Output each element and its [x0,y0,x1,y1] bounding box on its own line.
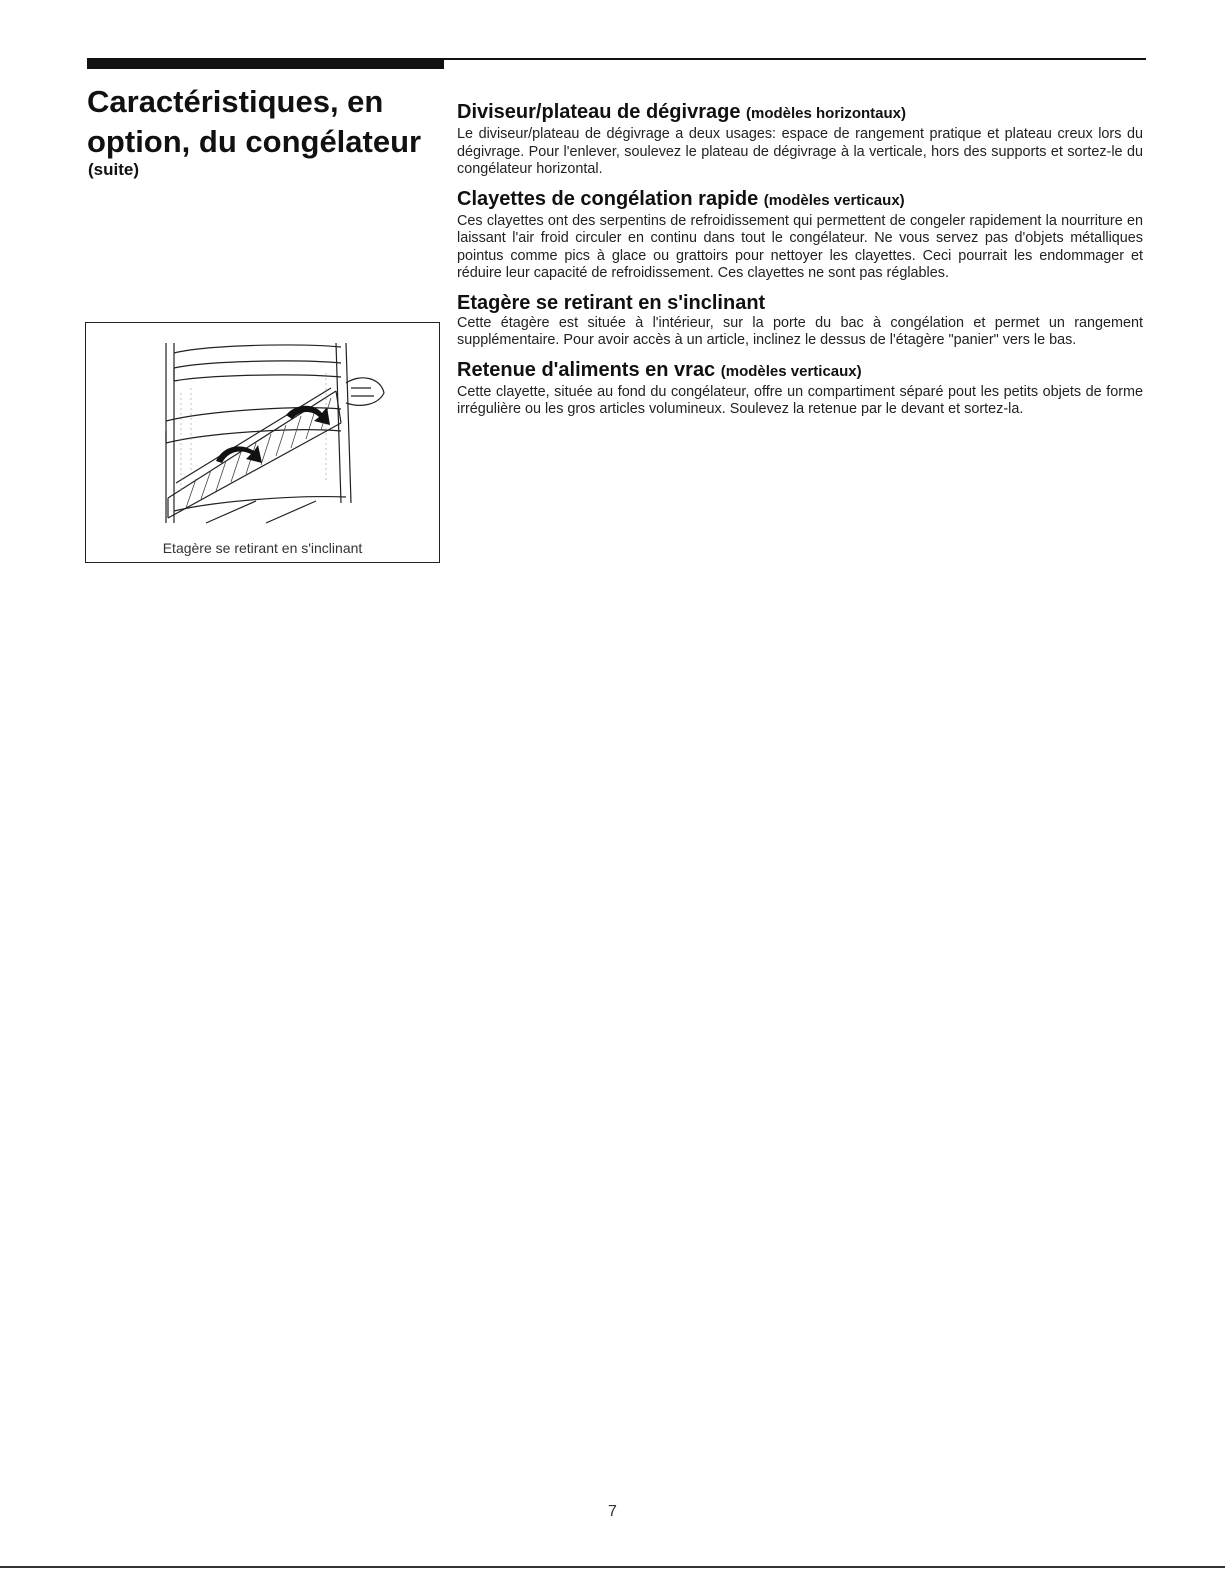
section-body: Cette étagère est située à l'intérieur, sur la porte du bac à congélation et permet un rangement supplémentaire. Pour avoir accès à un article, inclinez le dessus de l'étagère "panier" vers le bas. [457,314,1143,348]
section-defrost-divider [457,100,1143,179]
section-tilt-shelf [457,291,1143,350]
section-body: Ces clayettes ont des serpentins de refroidissement qui permettent de congeler rapidement la nourriture en laissant l'air froid circuler en continu dans tout le congélateur. Ne vous servez pas d'objets métalliques pointus comme pics à glace ou grattoirs pour nettoyer les clayettes. Ceci pourrait les endommager et réduire leur capacité de refroidissement. Ces clayettes ne sont pas réglables. [457,212,1143,281]
section-heading-note: (modèles verticaux) [720,362,862,380]
figure-box [85,322,440,563]
section-heading [457,187,1143,213]
section-fast-freeze-shelves [457,187,1143,283]
page-subtitle: (suite) [88,160,139,179]
section-heading-text: Retenue d'aliments en vrac [457,358,716,381]
page-number: 7 [608,1503,617,1520]
section-heading-text: Diviseur/plateau de dégivrage [457,101,741,123]
section-body: Cette clayette, située au fond du congélateur, offre un compartiment séparé pout les petits objets de forme irrégulière ou les gros articles volumineux. Soulevez la retenue par le devant et sortez-la. [457,383,1143,417]
figure-caption: Etagère se retirant en s'inclinant [162,540,363,556]
section-heading-note: (modèles horizontaux) [746,105,907,122]
sections-column [457,100,1143,427]
section-heading [457,291,1143,315]
section-bulk-food-retainer [457,358,1143,419]
section-heading-note: (modèles verticaux) [763,191,905,209]
section-heading-text: Clayettes de congélation rapide [457,187,759,210]
bottom-rule [0,1566,1225,1568]
section-heading [457,100,1143,126]
page-title: Caractéristiques, en option, du congélateur [87,84,422,159]
header-rule-thin [444,58,1146,60]
section-heading-text: Etagère se retirant en s'inclinant [457,291,766,314]
section-heading [457,358,1143,384]
header-rule-thick [87,58,444,69]
tilt-shelf-illustration [146,333,386,528]
section-body: Le diviseur/plateau de dégivrage a deux usages: espace de rangement pratique et plateau creux lors du dégivrage. Pour l'enlever, soulevez le plateau de dégivrage à la verticale, hors des supports et sortez-le du congélateur horizontal. [457,126,1143,177]
